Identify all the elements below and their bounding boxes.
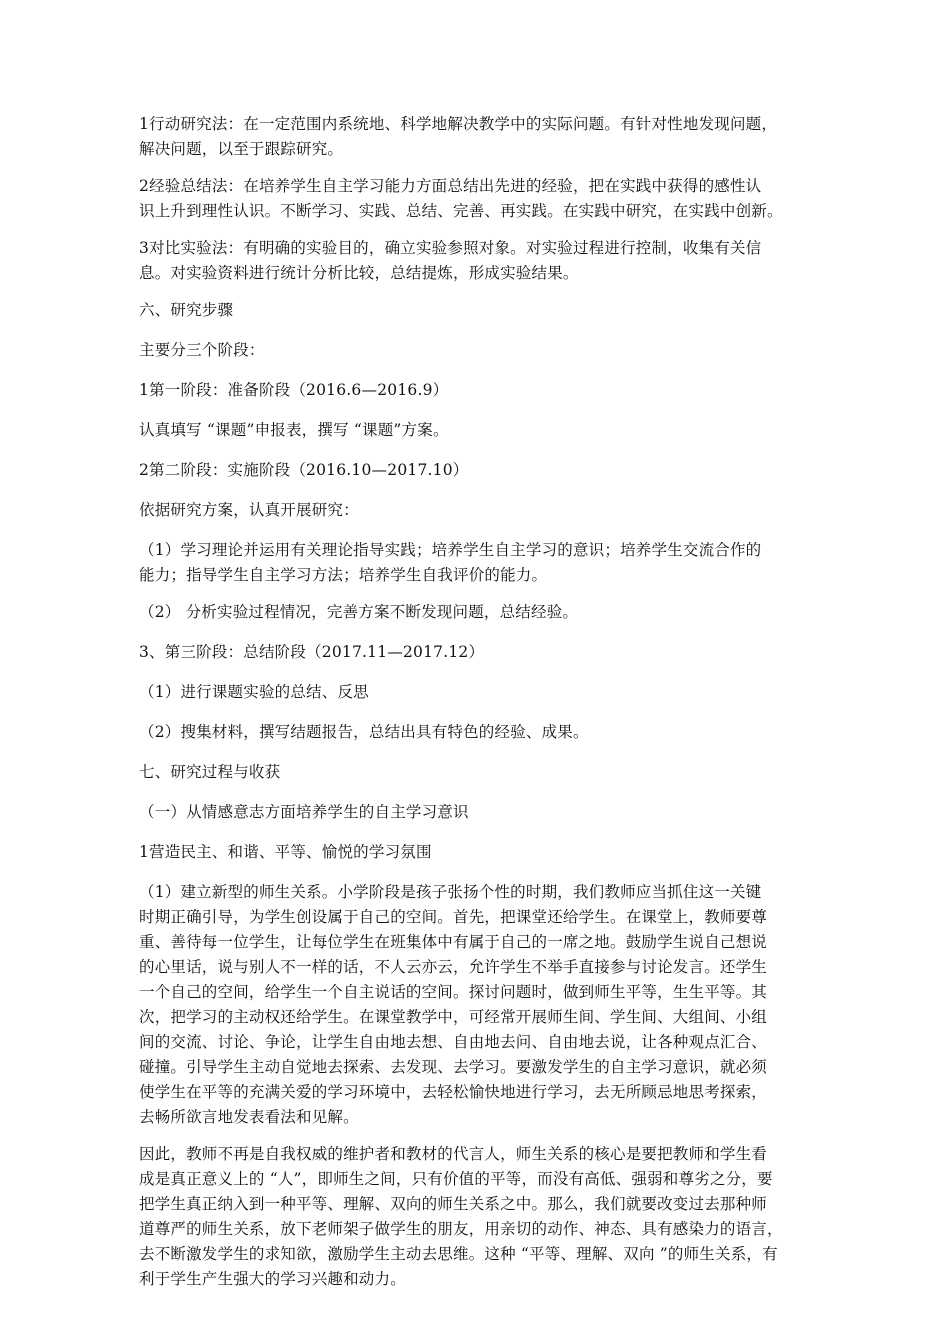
heading-research-process: 七、研究过程与收获	[139, 763, 281, 781]
paragraph-method-action-research: 1行动研究法：在一定范围内系统地、科学地解决教学中的实际问题。有针对性地发现问题， 解决问题，以至于跟踪研究。	[139, 115, 778, 158]
paragraph-three-stages: 主要分三个阶段：	[139, 341, 265, 359]
paragraph-stage-2-intro: 依据研究方案，认真开展研究：	[139, 501, 359, 519]
paragraph-stage-2-item-2: （2） 分析实验过程情况，完善方案不断发现问题，总结经验。	[139, 603, 579, 621]
paragraph-stage-3-item-2: （2）搜集材料，撰写结题报告，总结出具有特色的经验、成果。	[139, 723, 589, 741]
document-body	[139, 112, 839, 1304]
paragraph-stage-2-item-1: （1）学习理论并运用有关理论指导实践；培养学生自主学习的意识；培养学生交流合作的 能力；指导学生自主学习方法；培养学生自我评价的能力。	[139, 541, 762, 584]
paragraph-stage-1-detail: 认真填写 “课题”申报表，撰写 “课题”方案。	[139, 421, 449, 439]
paragraph-stage-3: 3、第三阶段：总结阶段（2017.11—2017.12）	[139, 643, 485, 661]
paragraph-stage-3-item-1: （1）进行课题实验的总结、反思	[139, 683, 369, 701]
paragraph-method-comparative-experiment: 3对比实验法：有明确的实验目的，确立实验参照对象。对实验过程进行控制，收集有关信 息。对实验资料进行统计分析比较，总结提炼，形成实验结果。	[139, 239, 762, 282]
paragraph-therefore: 因此，教师不再是自我权威的维护者和教材的代言人，师生关系的核心是要把教师和学生看 成是真正意义上的 “人”，即师生之间，只有价值的平等，而没有高低、强弱和尊劣之分，要 把学生真正纳入到一种平等、理解、双向的师生关系之中。那么，我们就要改变过去那种师 道尊严的师生关系，放下老师架子做学生的朋友，用亲切的动作、神态、具有感染力的语言， 去不断激发学生的求知欲，激励学生主动去思维。这种 “平等、理解、双向 ”的师生关系，有 利于学生产生强大的学习兴趣和动力。	[139, 1145, 783, 1288]
paragraph-method-experience-summary: 2经验总结法：在培养学生自主学习能力方面总结出先进的经验，把在实践中获得的感性认 识上升到理性认识。不断学习、实践、总结、完善、再实践。在实践中研究，在实践中创新。	[139, 177, 783, 220]
paragraph-stage-2: 2第二阶段：实施阶段（2016.10—2017.10）	[139, 461, 469, 479]
paragraph-stage-1: 1第一阶段：准备阶段（2016.6—2016.9）	[139, 381, 449, 399]
subheading-emotion-will: （一）从情感意志方面培养学生的自主学习意识	[139, 803, 469, 821]
subheading-learning-atmosphere: 1营造民主、和谐、平等、愉悦的学习氛围	[139, 843, 432, 861]
paragraph-teacher-student-relationship: （1）建立新型的师生关系。小学阶段是孩子张扬个性的时期，我们教师应当抓住这一关键 时期正确引导，为学生创设属于自己的空间。首先，把课堂还给学生。在课堂上，教师要尊 重、善待每一位学生，让每位学生在班集体中有属于自己的一席之地。鼓励学生说自己想说 的心里话，说与别人不一样的话，不人云亦云，允许学生不举手直接参与讨论发言。还学生 一个自己的空间，给学生一个自主说话的空间。探讨问题时，做到师生平等，生生平等。其 次，把学习的主动权还给学生。在课堂教学中，可经常开展师生间、学生间、大组间、小组 间的交流、讨论、争论，让学生自由地去想、自由地去问、自由地去说，让各种观点汇合、 碰撞。引导学生主动自觉地去探索、去发现、去学习。要激发学生的自主学习意识，就必须 使学生在平等的充满关爱的学习环境中，去轻松愉快地进行学习，去无所顾忌地思考探索， 去畅所欲言地发表看法和见解。	[139, 883, 768, 1126]
heading-research-steps: 六、研究步骤	[139, 301, 234, 319]
